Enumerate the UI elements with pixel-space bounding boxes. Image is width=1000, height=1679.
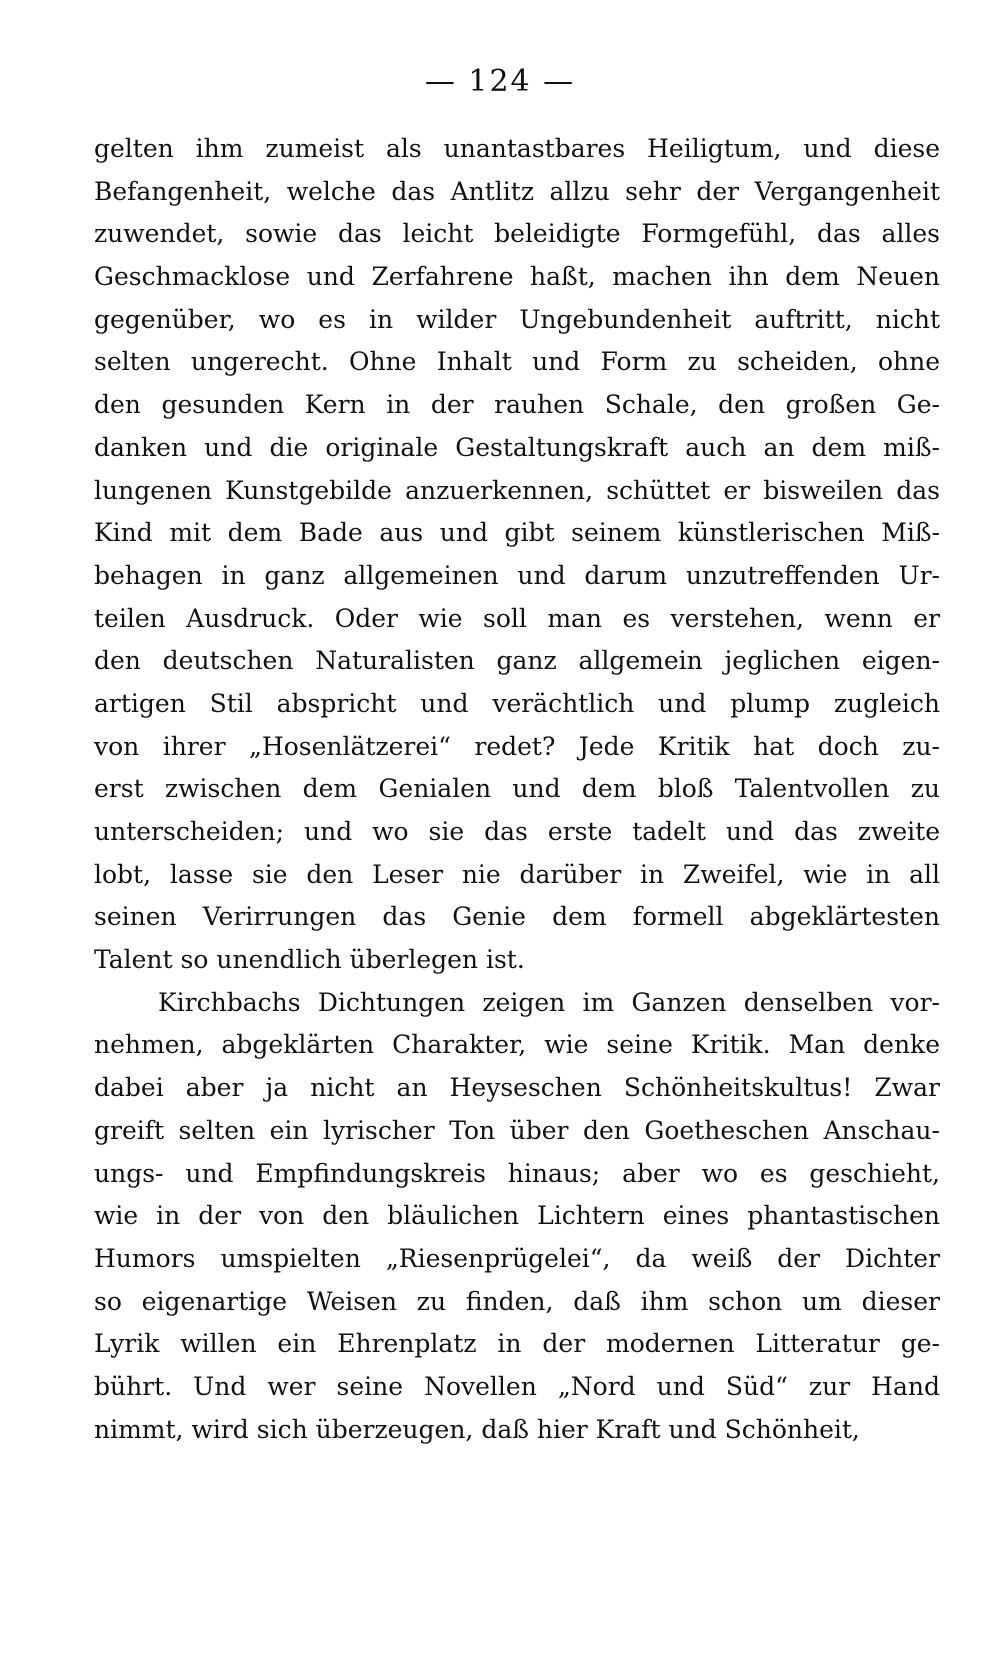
text-line: lungenen Kunstgebilde anzuerkennen, schüttet er bisweilen das (94, 475, 940, 505)
text-line: erst zwischen dem Genialen und dem bloß Talentvollen zu (94, 774, 940, 804)
text-line: Kirchbachs Dichtungen zeigen im Ganzen denselben vor- (158, 987, 940, 1017)
text-line: bührt. Und wer seine Novellen „Nord und Süd“ zur Hand (94, 1371, 940, 1401)
text-line: so eigenartige Weisen zu finden, daß ihm schon um dieser (94, 1286, 940, 1316)
text-line: selten ungerecht. Ohne Inhalt und Form zu scheiden, ohne (94, 347, 940, 377)
paragraph-1 (94, 128, 940, 982)
text-line: Geschmacklose und Zerfahrene haßt, machen ihn dem Neuen (94, 262, 940, 292)
text-line: den deutschen Naturalisten ganz allgemein jeglichen eigen- (94, 646, 940, 676)
text-line: Talent so unendlich überlegen ist. (94, 945, 525, 975)
text-line: den gesunden Kern in der rauhen Schale, den großen Ge- (94, 390, 940, 420)
text-line: nimmt, wird sich überzeugen, daß hier Kraft und Schönheit, (94, 1414, 860, 1444)
text-line: nehmen, abgeklärten Charakter, wie seine Kritik. Man denke (94, 1030, 940, 1060)
text-line: teilen Ausdruck. Oder wie soll man es verstehen, wenn er (94, 603, 940, 633)
text-line: lobt, lasse sie den Leser nie darüber in Zweifel, wie in all (94, 859, 940, 889)
text-line: greift selten ein lyrischer Ton über den Goetheschen Anschau- (94, 1115, 940, 1145)
text-line: artigen Stil abspricht und verächtlich und plump zugleich (94, 688, 940, 718)
text-line: von ihrer „Hosenlätzerei“ redet? Jede Kritik hat doch zu- (94, 731, 940, 761)
text-line: behagen in ganz allgemeinen und darum unzutreffenden Ur- (94, 560, 940, 590)
text-line: wie in der von den bläulichen Lichtern eines phantastischen (94, 1201, 940, 1231)
body-text (94, 128, 940, 1451)
text-line: Humors umspielten „Riesenprügelei“, da weiß der Dichter (94, 1243, 940, 1273)
text-line: ungs- und Empfindungskreis hinaus; aber wo es geschieht, (94, 1158, 940, 1188)
text-line: dabei aber ja nicht an Heyseschen Schönheitskultus! Zwar (94, 1073, 940, 1103)
text-line: Lyrik willen ein Ehrenplatz in der modernen Litteratur ge- (94, 1329, 940, 1359)
text-line: Kind mit dem Bade aus und gibt seinem künstlerischen Miß- (94, 518, 940, 548)
text-line: Befangenheit, welche das Antlitz allzu sehr der Vergangenheit (94, 176, 940, 206)
page-number: — 124 — (424, 64, 576, 99)
text-line: unterscheiden; und wo sie das erste tadelt und das zweite (94, 817, 940, 846)
text-line: danken und die originale Gestaltungskraft auch an dem miß- (94, 432, 940, 462)
text-line: gelten ihm zumeist als unantastbares Heiligtum, und diese (94, 134, 940, 163)
paragraph-2 (94, 982, 940, 1452)
text-line: gegenüber, wo es in wilder Ungebundenheit auftritt, nicht (94, 304, 940, 334)
text-line: zuwendet, sowie das leicht beleidigte Formgefühl, das alles (94, 219, 940, 249)
text-line: seinen Verirrungen das Genie dem formell abgeklärtesten (94, 902, 940, 932)
